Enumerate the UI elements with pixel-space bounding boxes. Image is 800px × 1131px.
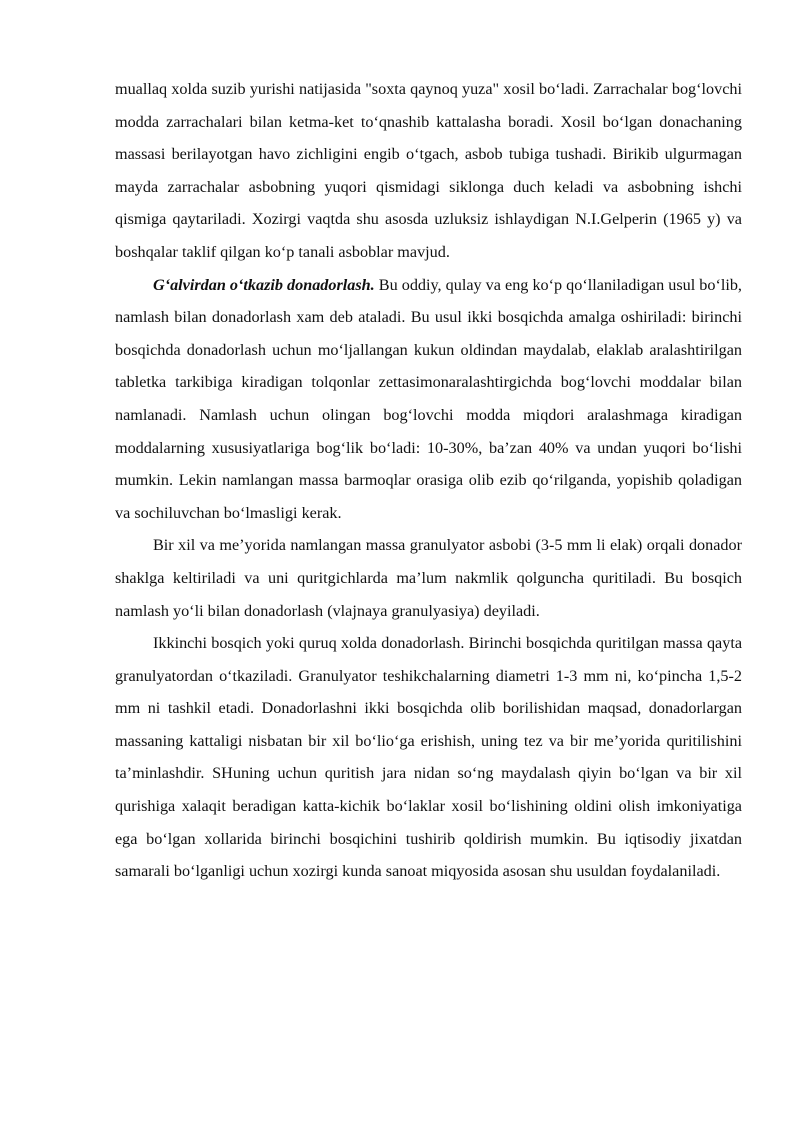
paragraph-1-text: muallaq xolda suzib yurishi natijasida "soxta qaynoq yuza" xosil boʻladi. Zarrachalar bogʻlovchi modda zarrachalari bilan ketma-ket toʻqnashib kattalasha boradi. Xosil boʻlgan donachaning massasi berilayotgan havo zichligini engib oʻtgach, asbob tubiga tushadi. Birikib ulgurmagan mayda zarrachalar asbobning yuqori qismidagi siklonga duch keladi va asbobning ishchi qismiga qaytariladi. Xozirgi vaqtda shu asosda uzluksiz ishlaydigan N.I.Gelperin (1965 y) va boshqalar taklif qilgan koʻp tanali asboblar mavjud. [115, 80, 742, 261]
paragraph-3-text: Bir xil va meʼyorida namlangan massa granulyator asbobi (3-5 mm li elak) orqali donador shaklga keltiriladi va uni quritgichlarda maʼlum nakmlik qolguncha quritiladi. Bu bosqich namlash yoʻli bilan donadorlash (vlajnaya granulyasiya) deyiladi. [115, 536, 742, 620]
section-heading-sieve-granulation: Gʻalvirdan oʻtkazib donadorlash. [153, 275, 375, 294]
paragraph-4 [115, 627, 742, 888]
paragraph-2 [115, 269, 742, 530]
paragraph-1 [115, 73, 742, 269]
document-page [115, 73, 742, 888]
paragraph-3 [115, 529, 742, 627]
paragraph-4-text: Ikkinchi bosqich yoki quruq xolda donadorlash. Birinchi bosqichda quritilgan massa qayta granulyatordan oʻtkaziladi. Granulyator teshikchalarning diametri 1-3 mm ni, koʻpincha 1,5-2 mm ni tashkil etadi. Donadorlashni ikki bosqichda olib borilishidan maqsad, donadorlargan massaning kattaligi nisbatan bir xil boʻlioʻga erishish, uning tez va bir meʼyorida quritilishini taʼminlashdir. SHuning uchun quritish jara nidan soʻng maydalash qiyin boʻlgan va bir xil qurishiga xalaqit beradigan katta-kichik boʻlaklar xosil boʻlishining oldini olish imkoniyatiga ega boʻlgan xollarida birinchi bosqichini tushirib qoldirish mumkin. Bu iqtisodiy jixatdan samarali boʻlganligi uchun xozirgi kunda sanoat miqyosida asosan shu usuldan foydalaniladi. [115, 634, 742, 881]
paragraph-2-text: Bu oddiy, qulay va eng koʻp qoʻllaniladigan usul boʻlib, namlash bilan donadorlash xam deb ataladi. Bu usul ikki bosqichda amalga oshiriladi: birinchi bosqichda donadorlash uchun moʻljallangan kukun oldindan maydalab, elaklab aralashtirilgan tabletka tarkibiga kiradigan tolqonlar zettasimonaralashtirgichda bogʻlovchi moddalar bilan namlanadi. Namlash uchun olingan bogʻlovchi modda miqdori aralashmaga kiradigan moddalarning xususiyatlariga bogʻlik boʻladi: 10-30%, baʼzan 40% va undan yuqori boʻlishi mumkin. Lekin namlangan massa barmoqlar orasiga olib ezib qoʻrilganda, yopishib qoladigan va sochiluvchan boʻlmasligi kerak. [115, 275, 742, 522]
